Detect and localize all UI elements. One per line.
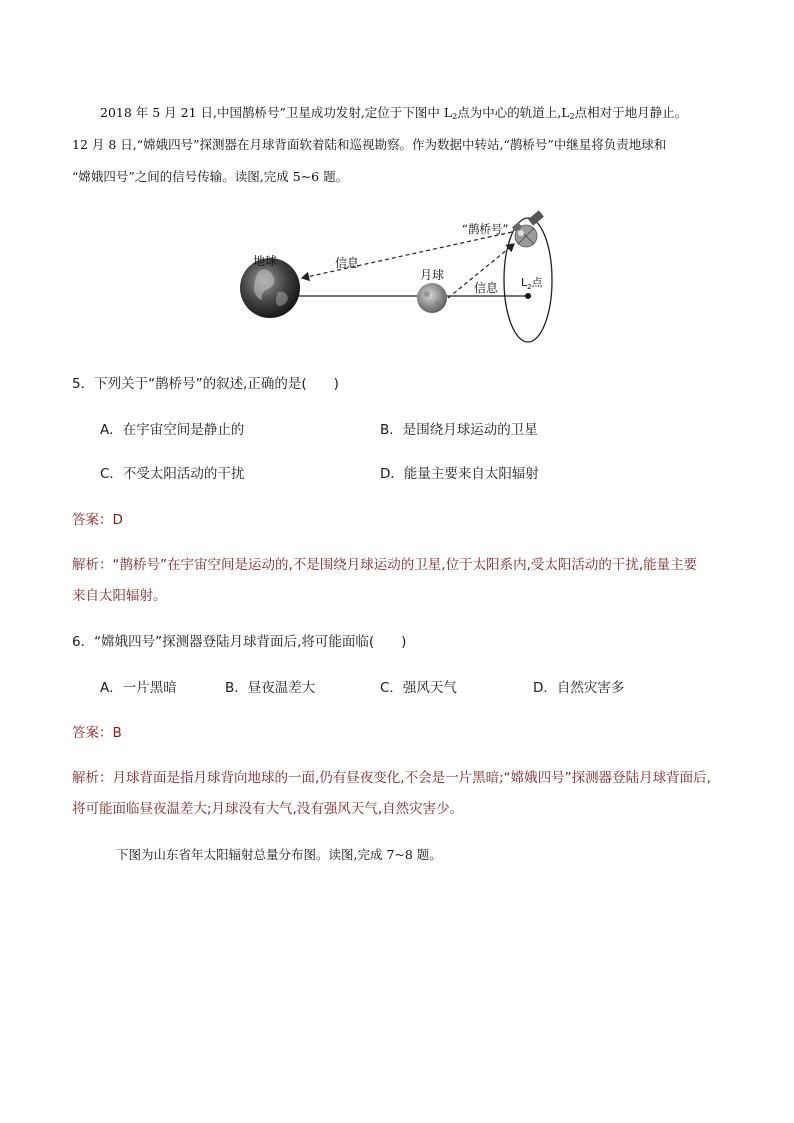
q5-answer: 答案：D bbox=[72, 512, 123, 528]
intro-line-3: “嫦娥四号”之间的信号传输。读图,完成 5~6 题。 bbox=[72, 169, 349, 184]
q6-option-b: B．昼夜温差大 bbox=[225, 680, 316, 696]
q6-option-c: C．强风天气 bbox=[380, 680, 457, 696]
q6-explanation-line-1: 解析：月球背面是指月球背向地球的一面,仍有昼夜变化,不会是一片黑暗;“嫦娥四号”探测器登陆月球背面后, bbox=[72, 770, 711, 786]
signal-label-2: 信息 bbox=[474, 281, 499, 295]
q5-explanation-line-2: 来自太阳辐射。 bbox=[72, 588, 167, 604]
q6-answer: 答案：B bbox=[72, 725, 122, 741]
l2-point bbox=[525, 293, 531, 299]
earth-moon-l2-diagram bbox=[230, 200, 570, 350]
next-section-intro: 下图为山东省年太阳辐射总量分布图。读图,完成 7~8 题。 bbox=[116, 847, 442, 862]
moon-label: 月球 bbox=[420, 268, 445, 282]
q6-option-a: A．一片黑暗 bbox=[100, 680, 177, 696]
q5-option-c: C．不受太阳活动的干扰 bbox=[100, 466, 245, 482]
q5-option-a: A．在宇宙空间是静止的 bbox=[100, 422, 245, 438]
q5-option-d: D．能量主要来自太阳辐射 bbox=[380, 466, 539, 482]
q5-option-b: B．是围绕月球运动的卫星 bbox=[380, 422, 538, 438]
q5-explanation-line-1: 解析：“鹊桥号”在宇宙空间是运动的,不是围绕月球运动的卫星,位于太阳系内,受太阳活动的干扰,能量主要 bbox=[72, 557, 698, 573]
q6-option-d: D．自然灾害多 bbox=[533, 680, 625, 696]
intro-line-2: 12 月 8 日,“嫦娥四号”探测器在月球背面软着陆和巡视勘察。作为数据中转站,“鹊桥号”中继星将负责地球和 bbox=[72, 137, 667, 152]
satellite-label: “鹊桥号” bbox=[462, 222, 509, 236]
l2-label: $L_2$点 bbox=[521, 276, 543, 291]
q6-stem: 6．“嫦娥四号”探测器登陆月球背面后,将可能面临( ) bbox=[72, 634, 407, 650]
intro-line-1: 2018 年 5 月 21 日,中国鹊桥号”卫星成功发射,定位于下图中 $L_2$点为中心的轨道上$,L_2$点相对于地月静止。 bbox=[100, 105, 688, 121]
earth-label: 地球 bbox=[253, 254, 278, 268]
signal-label-1: 信息 bbox=[335, 256, 360, 270]
q6-explanation-line-2: 将可能面临昼夜温差大;月球没有大气,没有强风天气,自然灾害少。 bbox=[72, 801, 464, 817]
queqiao-satellite-icon bbox=[512, 210, 544, 247]
q5-stem: 5．下列关于“鹊桥号”的叙述,正确的是( ) bbox=[72, 376, 339, 392]
moon-icon bbox=[417, 283, 447, 313]
